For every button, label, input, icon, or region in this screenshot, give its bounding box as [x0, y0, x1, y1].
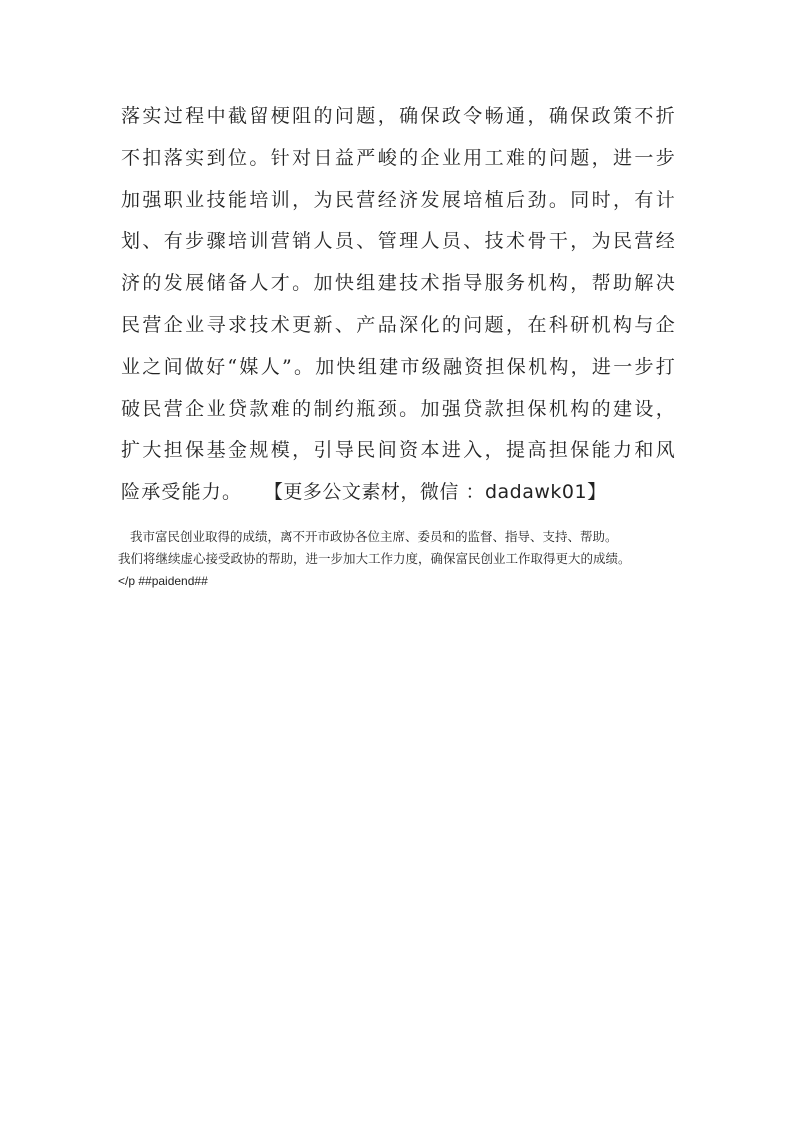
- paragraph-line: 济的发展储备人才。加快组建技术指导服务机构，帮助解决: [121, 272, 676, 295]
- watermark-text: 【更多公文素材，微信 ：dadawk01】: [263, 481, 607, 504]
- paragraph-last-line: [121, 472, 676, 514]
- paragraph-line: 落实过程中截留梗阻的问题，确保政令畅通，确保政策不折: [121, 105, 676, 127]
- paragraph-line: 扩大担保基金规模，引导民间资本进入，提高担保能力和风: [121, 439, 676, 462]
- paragraph-line: 民营企业寻求技术更新、产品深化的问题，在科研机构与企: [121, 313, 676, 336]
- paragraph-line: 不扣落实到位。针对日益严峻的企业用工难的问题，进一步: [121, 146, 676, 169]
- closing-line: 我们将继续虚心接受政协的帮助，进一步加大工作力度，确保富民创业工作取得更大的成绩。: [118, 551, 631, 566]
- paragraph-line: 加强职业技能培训，为民营经济发展培植后劲。同时，有计: [121, 188, 676, 211]
- closing-markup-artifact: </p ##paidend##: [118, 574, 208, 588]
- paragraph-line-text: 险承受能力。: [121, 481, 243, 504]
- main-paragraph: [121, 96, 676, 514]
- closing-line: 我市富民创业取得的成绩，离不开市政协各位主席、委员和的监督、指导、支持、帮助。: [130, 529, 618, 544]
- closing-paragraph: [118, 526, 678, 592]
- paragraph-line: 破民营企业贷款难的制约瓶颈。加强贷款担保机构的建设，: [121, 397, 676, 420]
- paragraph-line: 业之间做好“媒人”。加快组建市级融资担保机构，进一步打: [121, 355, 676, 378]
- paragraph-line: 划、有步骤培训营销人员、管理人员、技术骨干，为民营经: [121, 230, 676, 253]
